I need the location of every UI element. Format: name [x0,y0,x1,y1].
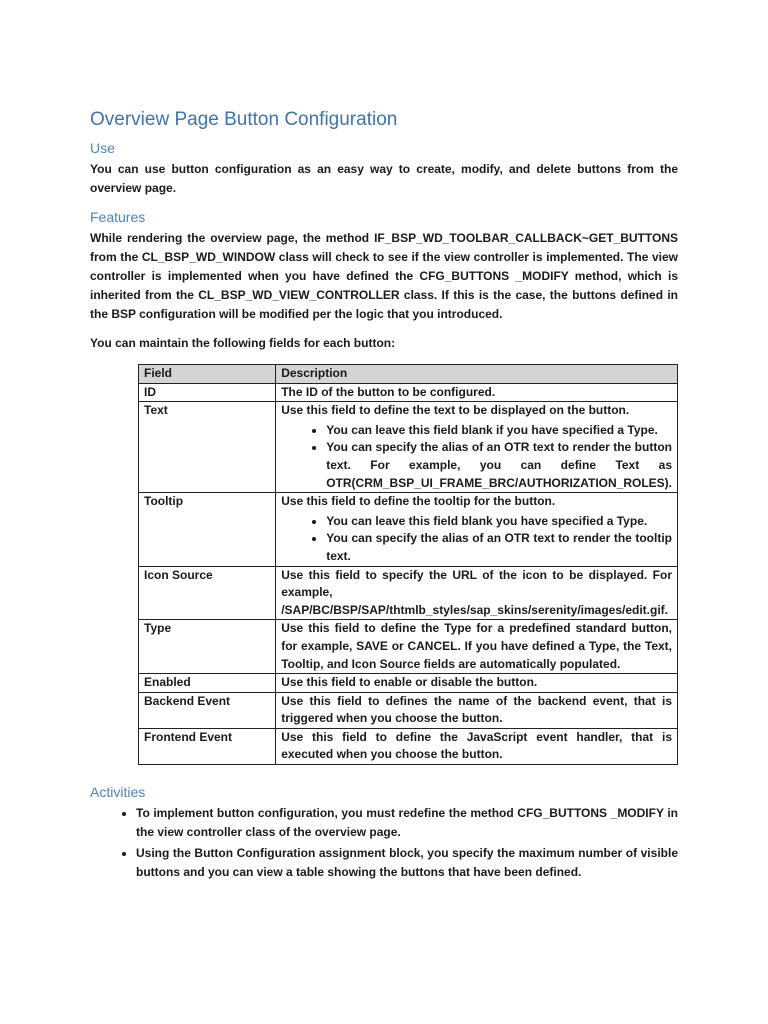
field-name-cell: ID [139,383,276,402]
field-name-cell: Enabled [139,674,276,693]
field-name-cell: Tooltip [139,493,276,566]
description-text: Use this field to define the JavaScript event handler, that is executed when you choose the button. [281,729,672,762]
activities-heading: Activities [90,784,146,800]
table-header-row [139,365,678,384]
column-header-description: Description [276,365,678,384]
field-name-cell: Icon Source [139,566,276,620]
features-paragraph: While rendering the overview page, the method IF_BSP_WD_TOOLBAR_CALLBACK~GET_BUTTONS from the CL_BSP_WD_WINDOW class will check to see if the view controller is implemented. The view controller is implemented when you have defined the CFG_BUTTONS _MODIFY method, which is inherited from the CL_BSP_WD_VIEW_CONTROLLER class. If this is the case, the buttons defined in the BSP configuration will be modified per the logic that you introduced. [90,231,678,321]
features-heading: Features [90,209,146,225]
use-heading: Use [90,140,115,156]
list-item: • You can leave this field blank if you have specified a Type. [326,422,672,440]
field-description-cell [276,383,678,402]
table-row [139,620,678,674]
description-text: Use this field to define the Type for a predefined standard button, for example, SAVE or CANCEL. If you have defined a Type, the Text, Tooltip, and Icon Source fields are automatically populated. [281,621,672,671]
fields-intro: You can maintain the following fields for each button: [90,336,396,350]
activities-list [90,804,678,884]
field-description-cell [276,692,678,728]
table-row [139,728,678,764]
description-bullets [281,422,672,492]
page-title: Overview Page Button Configuration [90,109,398,130]
field-description-cell [276,493,678,566]
table-row [139,692,678,728]
column-header-field: Field [139,365,276,384]
field-name-cell: Frontend Event [139,728,276,764]
use-text: You can use button configuration as an easy way to create, modify, and delete buttons from the overview page. [90,162,678,195]
table-row [139,402,678,493]
field-description-cell [276,402,678,493]
description-text: The ID of the button to be configured. [281,384,496,399]
field-description-cell [276,728,678,764]
description-text: Use this field to defines the name of the backend event, that is triggered when you choose the button. [281,693,672,726]
table-row [139,493,678,566]
description-text: Use this field to enable or disable the button. [281,675,538,690]
description-bullets [281,513,672,566]
field-description-cell [276,566,678,620]
list-item: • You can specify the alias of an OTR text to render the tooltip text. [326,530,672,565]
description-text: Use this field to specify the URL of the icon to be displayed. For example, /SAP/BC/BSP/SAP/thtmlb_styles/sap_skins/serenity/images/edit.gif. [281,567,672,617]
table-row [139,674,678,693]
field-description-cell [276,620,678,674]
field-name-cell: Backend Event [139,692,276,728]
table-row [139,566,678,620]
field-name-cell: Text [139,402,276,493]
field-description-cell [276,674,678,693]
list-item: • You can leave this field blank you have specified a Type. [326,513,672,531]
table-row [139,383,678,402]
list-item: • You can specify the alias of an OTR text to render the button text. For example, you can define Text as OTR(CRM_BSP_UI_FRAME_BRC/AUTHORIZATION_ROLES). [326,439,672,492]
button-fields-table [138,364,678,765]
list-item: • Using the Button Configuration assignment block, you specify the maximum number of visible buttons and you can view a table showing the buttons that have been defined. [136,844,678,882]
field-name-cell: Type [139,620,276,674]
list-item: • To implement button configuration, you must redefine the method CFG_BUTTONS _MODIFY in the view controller class of the overview page. [136,804,678,842]
description-text: Use this field to define the text to be displayed on the button. [281,403,630,418]
description-text: Use this field to define the tooltip for the button. [281,494,556,509]
